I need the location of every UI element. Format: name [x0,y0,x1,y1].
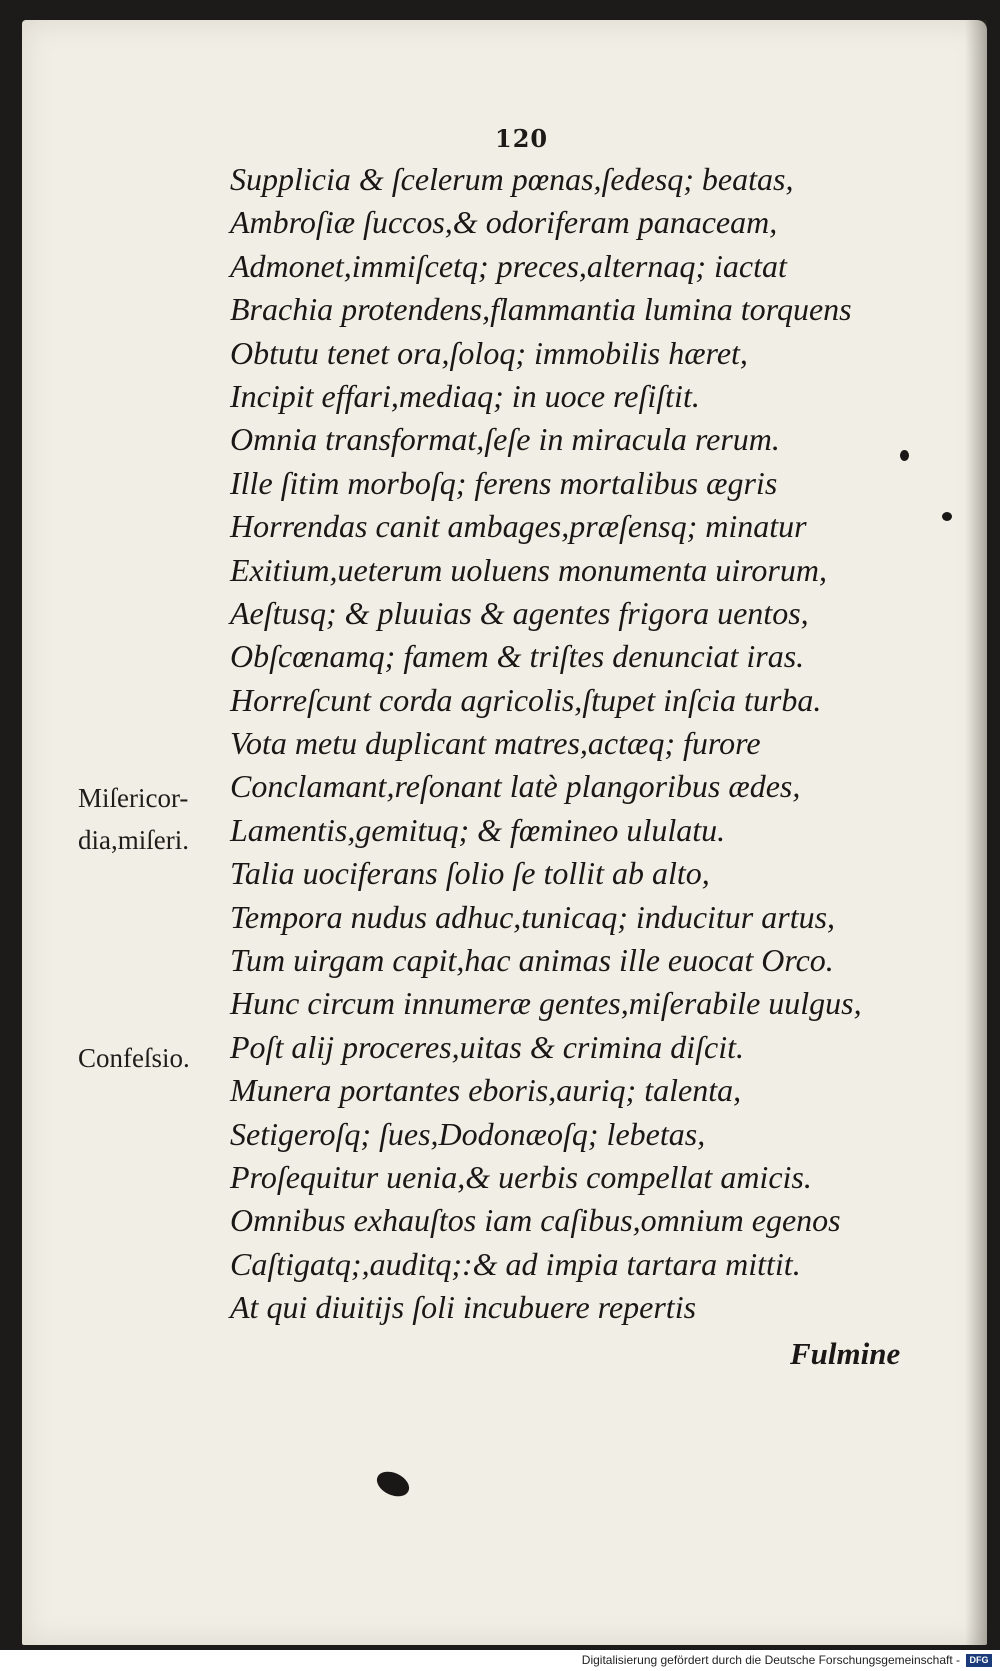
page-edge-shadow [965,20,987,1645]
dfg-logo-icon: DFG [966,1654,992,1667]
footer-credit: Digitalisierung gefördert durch die Deutsche Forschungsgemeinschaft - [581,1653,960,1667]
verse-line: Caſtigatq;,auditq;:& ad impia tartara mittit. [230,1245,801,1282]
verse-line: Omnibus exhauſtos iam caſibus,omnium egenos [230,1202,841,1239]
page-number: 120 [495,124,549,153]
verse-line: Poſt alij proceres,uitas & crimina diſcit. [230,1028,745,1065]
verse-line: Horrendas canit ambages,præſensq; minatur [230,508,807,545]
catchword: Fulmine [790,1336,901,1371]
verse-line: Munera portantes eboris,auriq; talenta, [230,1072,742,1109]
verse-line: Obtutu tenet ora,ſoloq; immobilis hæret, [230,334,748,371]
verse-text [230,158,920,1330]
footer-bar [0,1650,1000,1671]
verse-line: Vota metu duplicant matres,actæq; furore [230,725,761,762]
ink-spot [942,512,952,521]
verse-line: Incipit effari,mediaq; in uoce reſiſtit. [230,377,700,414]
marginal-note-confessio: Confeſsio. [78,1043,190,1073]
verse-line: Hunc circum innumeræ gentes,miſerabile uulgus, [230,985,862,1022]
verse-line: Admonet,immiſcetq; preces,alternaq; iactat [230,247,787,284]
verse-line: Conclamant,reſonant latè plangoribus ædes, [230,768,801,805]
verse-line: Tempora nudus adhuc,tunicaq; inducitur artus, [230,898,836,935]
verse-line: Tum uirgam capit,hac animas ille euocat Orco. [230,942,834,979]
verse-line: Supplicia & ſcelerum pœnas,ſedesq; beatas, [230,161,794,197]
verse-line: Talia uociferans ſolio ſe tollit ab alto, [230,855,710,892]
verse-line: At qui diuitijs ſoli incubuere repertis [230,1289,697,1326]
verse-line: Obſcœnamq; famem & triſtes denunciat iras. [230,638,805,675]
verse-line: Horreſcunt corda agricolis,ſtupet inſcia turba. [230,681,822,718]
marginal-note-misericordia-line2: dia,miſeri. [78,825,189,855]
verse-line: Proſequitur uenia,& uerbis compellat amicis. [230,1158,812,1195]
marginal-note-misericordia-line1: Miſericor- [78,783,189,813]
verse-line: Brachia protendens,flammantia lumina torquens [230,291,852,328]
verse-line: Setigeroſq; ſues,Dodonæoſq; lebetas, [230,1115,706,1152]
verse-line: Ambroſiæ ſuccos,& odoriferam panaceam, [230,204,778,241]
verse-line: Exitium,ueterum uoluens monumenta uirorum, [230,551,827,588]
verse-line: Lamentis,gemituq; & fœmineo ululatu. [230,811,726,848]
verse-line: Aeſtusq; & pluuias & agentes frigora uentos, [230,594,809,631]
verse-line: Omnia transformat,ſeſe in miracula rerum. [230,421,780,458]
ink-spot [900,450,909,461]
verse-line: Ille ſitim morboſq; ferens mortalibus ægris [230,464,778,501]
